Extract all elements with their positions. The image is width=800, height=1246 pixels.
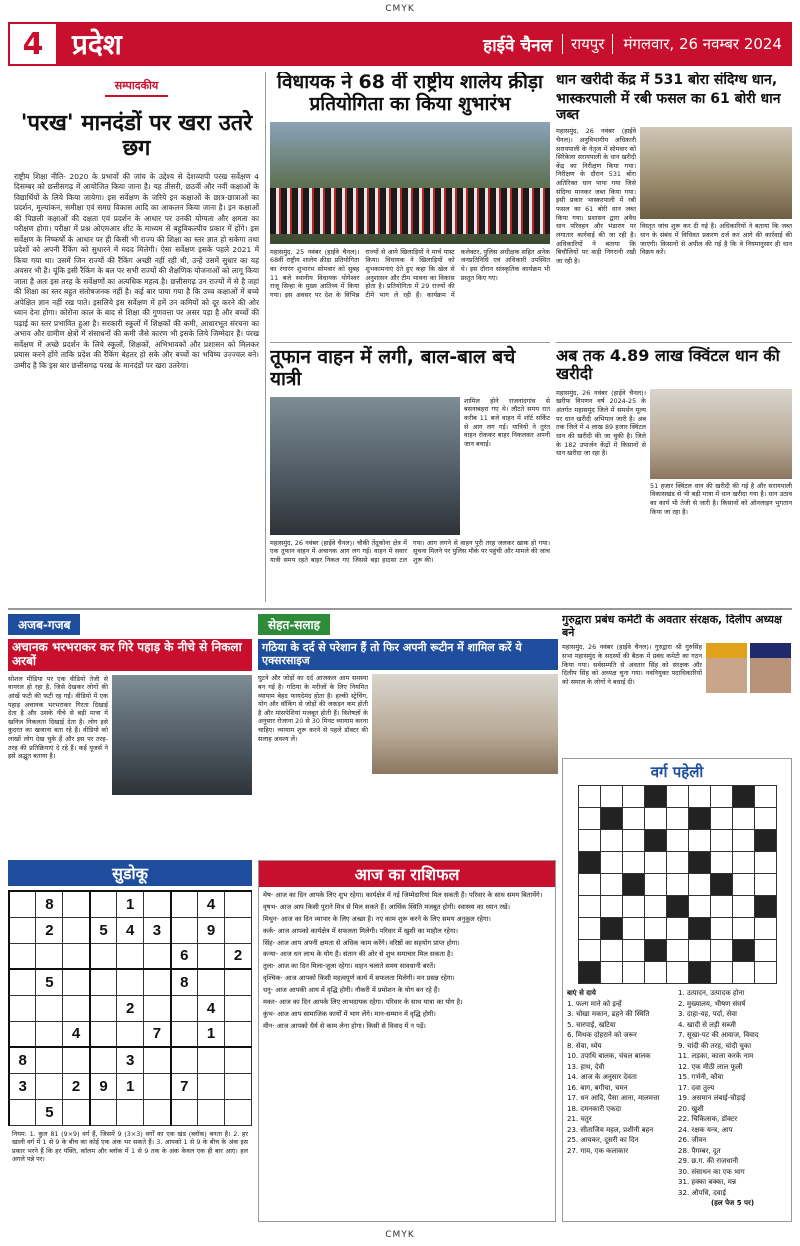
across-clue: 16. बाग, बगीचा, चमन [567,1083,628,1092]
rashi-item: कुंभ- आज आप सामाजिक कार्यों में भाग लेंगे। मान-सम्मान में वृद्धि होगी। [263,1009,436,1018]
crossword-cell [644,896,666,918]
ajab-gajab-tag: अजब-गजब [8,614,80,635]
down-clue: 17. दवा तुल्य [678,1083,715,1092]
gurdwara-story [562,614,792,754]
crossword-cell [600,896,622,918]
rashi-item: कन्या- आज धन लाभ के योग हैं। संतान की ओर से शुभ समाचार मिल सकता है। [263,950,454,959]
sudoku-cell [63,969,90,995]
editorial-body: राष्ट्रीय शिक्षा नीति- 2020 के प्रभावों की जांच के उद्देश्य से देशव्यापी परख सर्वेक्षण 4 दिसम्बर को छत्तीसगढ़ में आयोजित किया जाना है। यह तीसरी, छठवीं और नवीं कक्षाओं के विद्यार्थियों के लिये किया जायेगा। इस सर्वेक्षण के जरिये इन कक्षाओं के छात्र-छात्राओं का प्रदर्शन, मूल्यांकन, समीक्षा एवं समग्र विकास आदि का आकलन किया जाना है। इन कक्षाओं की पिछली कक्षाओं की दक्षता एवं प्रदर्शन के आधार पर उनकी योग्यता और क्षमता का परीक्षण होगा। परीक्षा में प्रश्न ओएमआर शीट के माध्यम से बहुविकल्पीय प्रकार में होंगे। इस सर्वेक्षण के निष्कर्षों के आधार पर ही किसी भी राज्य की शिक्षा का स्तर ज्ञात हो सकेगा तथा प्रदेशों को अपनी रैंकिंग को सुधारने में मदद मिलेगी। ऐसा सर्वेक्षण इसके पहले 2021 में किया गया था। उसमें जिन राज्यों की रैंकिंग अच्छी नहीं रही थी, उन्हें उसमें सुधार का यह अवसर भी है। चूंकि इसी रैंकिंग के बल पर सभी राज्यों की शैक्षणिक योजनाओं को लागू किया जाता है अतः इस तरह के सर्वेक्षणों का अत्यधिक महत्व है। छत्तीसगढ़ उन राज्यों में से है जहां की शिक्षा का स्तर बहुत संतोषजनक नहीं है। कई बार पाया गया है कि उच्च कक्षाओं में बच्चे अपेक्षित ज्ञान नहीं रख पाते। इसलिये इस सर्वेक्षण में हमें उन कमियों को दूर करने की ओर ध्यान देना होगा। कोरोना काल के बाद से शिक्षा की गुणवत्ता पर असर पड़ा है और बच्चों की पढ़ाई का स्तर प्रभावित हुआ है। सरकारी स्कूलों में शिक्षकों की कमी, आधारभूत संरचना का अभाव और ग्रामीण क्षेत्रों में संसाधनों की कमी जैसे कारण भी इसके लिये जिम्मेदार हैं। परख सर्वेक्षण में अच्छे प्रदर्शन के लिये स्कूलों, शिक्षकों, अभिभावकों और प्रशासन को मिलकर प्रयास करने होंगे ताकि प्रदेश की रैंकिंग बेहतर हो सके और बच्चों का भविष्य उज्ज्वल बने। उम्मीद है कि इस बार छत्तीसगढ़ परख के मानदंडों पर खरा उतरेगा। [14,171,259,370]
sports-photo [270,122,550,244]
editorial-headline: 'परख' मानदंडों पर खरा उतरे छग [20,111,253,162]
sudoku-cell [224,891,251,917]
across-clue: 10. उपाधि बालक, चंचल बालक [567,1052,651,1060]
sudoku-cell: 4 [198,891,225,917]
across-clue: 27. गाय, एक कलाकार [567,1146,629,1155]
crossword-cell [578,896,600,918]
sudoku-cell [117,943,144,969]
down-clue: 32. औपधि, दवाई [678,1188,726,1197]
rashiphal-section [258,860,556,1222]
crossword-cell [688,874,710,896]
down-clue: 4. खादी से लड़ी सब्जी [678,1020,736,1029]
sudoku-cell [63,1099,90,1125]
crossword-cell [578,808,600,830]
editorial-section [8,72,266,602]
down-clue: 12. एक मीठी लाल फूली [678,1062,743,1071]
crossword-cell [600,786,622,808]
sudoku-cell [63,995,90,1021]
crossword-cell [754,808,776,830]
across-clue: 5. चारपाई, खटिया [567,1020,616,1029]
sudoku-cell [171,1021,198,1047]
crossword-cell [688,896,710,918]
sudoku-cell: 5 [36,969,63,995]
crossword-cell [666,896,688,918]
crossword-cell [688,852,710,874]
story-paddy-seized [556,72,792,337]
sudoku-cell: 6 [171,943,198,969]
mountain-photo [112,675,252,795]
sudoku-cell: 8 [36,891,63,917]
down-clue: 19. असमान लंबाई-चौड़ाई [678,1094,746,1102]
section-title: प्रदेश [72,28,122,61]
crossword-cell [688,808,710,830]
sudoku-cell [144,943,171,969]
sudoku-cell: 7 [144,1021,171,1047]
sudoku-cell [224,969,251,995]
exercise-photo [372,674,558,774]
crossword-cell [600,830,622,852]
sudoku-cell: 3 [9,1073,36,1099]
sudoku-cell [198,1099,225,1125]
crossword-cell [710,830,732,852]
crossword-cell [578,786,600,808]
crossword-cell [666,962,688,984]
burnt-vehicle-photo [270,397,460,535]
sudoku-cell [90,1021,117,1047]
crossword-cell [688,918,710,940]
crossword-cell [622,852,644,874]
crossword-cell [644,940,666,962]
crossword-cell [688,940,710,962]
sudoku-cell [144,1047,171,1073]
sudoku-cell [224,1073,251,1099]
crossword-cell [710,918,732,940]
page-number: 4 [8,22,58,66]
crossword-cell [600,852,622,874]
crossword-cell [666,940,688,962]
sudoku-cell: 4 [198,995,225,1021]
across-title: बाएं से दाये [567,989,596,997]
sudoku-cell [9,1099,36,1125]
issue-date: मंगलवार, 26 नवम्बर 2024 [612,34,792,54]
sudoku-cell [117,1021,144,1047]
sudoku-cell [36,943,63,969]
rashi-item: मीन- आज आपको धैर्य से काम लेना होगा। किसी से विवाद में न पड़ें। [263,1021,426,1030]
sudoku-cell: 3 [144,917,171,943]
paddy-photo-1 [640,127,792,219]
down-clue: 29. छ.ग. की राजधानी [678,1157,739,1165]
sudoku-cell [90,995,117,1021]
cmyk-mark-top: CMYK [385,4,415,14]
sudoku-cell [198,943,225,969]
sudoku-cell [144,995,171,1021]
across-clue: 3. चोखा मकान, ढहने की स्थिति [567,1010,650,1018]
crossword-cell [688,962,710,984]
crossword-cell [732,874,754,896]
down-clues [678,988,787,1198]
sudoku-cell [144,891,171,917]
across-clue: 25. आयकर, दूसरी का दिन [567,1136,639,1144]
down-clue: 9. चांदी की तरह, चांदी चुका [678,1041,752,1050]
sehat-body: घुटने और जोड़ों का दर्द आजकल आम समस्या बन गई है। गठिया के मरीजों के लिए नियमित व्यायाम बेहद फायदेमंद होता है। हल्की स्ट्रेचिंग, योग और वॉकिंग से जोड़ों की जकड़न कम होती है और मांसपेशियां मजबूत होती हैं। विशेषज्ञों के अनुसार रोजाना 20 से 30 मिनट व्यायाम करना चाहिए। व्यायाम शुरू करने से पहले डॉक्टर की सलाह अवश्य लें। [258,674,368,743]
crossword-cell [732,940,754,962]
sudoku-cell [63,1047,90,1073]
down-clue: 31. हक्का बक्का, मन्न [678,1178,736,1186]
city-name: रायपुर [562,34,612,54]
masthead [8,22,792,66]
crossword-cell [644,918,666,940]
sudoku-cell [90,943,117,969]
sudoku-cell: 1 [117,891,144,917]
crossword-cell [622,940,644,962]
sudoku-cell: 4 [117,917,144,943]
gurdwara-body: महासमुंद, 26 नवंबर (हाईवे चैनल)। गुरुद्वारा श्री गुरुसिंह सभा महासमुंद के सदस्यों की बैठक में प्रबंध कमेटी का गठन किया गया। सर्वसम्मति से अवतार सिंह को संरक्षक और दिलीप सिंह को अध्यक्ष चुना गया। नवनियुक्त पदाधिकारियों को समाज के लोगों ने बधाई दी। [562,643,702,686]
rashi-item: तुला- आज का दिन मिला-जुला रहेगा। वाहन चलाते समय सावधानी बरतें। [263,962,436,971]
crossword-cell [600,940,622,962]
crossword-cell [732,808,754,830]
ajab-gajab-section [8,614,252,854]
across-clue: 23. सीताजिय महल, प्रशीनी बहन [567,1125,654,1134]
rashi-item: सिंह- आज आप अपनी क्षमता से अधिक काम करेंगे। वरिष्ठों का सहयोग प्राप्त होगा। [263,938,460,947]
crossword-cell [666,874,688,896]
sudoku-cell [36,1021,63,1047]
sudoku-cell [171,917,198,943]
down-clue: 2. मुख्यालय, भीषण संघर्ष [678,999,746,1008]
sudoku-cell: 4 [63,1021,90,1047]
sudoku-cell [224,1047,251,1073]
across-clue: 17. धन आदि, पैसा आना, मालमत्ता [567,1094,660,1102]
sehat-headline: गठिया के दर्द से परेशान हैं तो फिर अपनी रूटीन में शामिल करें ये एक्सरसाइज [258,639,558,670]
sudoku-cell [224,995,251,1021]
sudoku-cell [224,1021,251,1047]
sudoku-cell [144,1073,171,1099]
crossword-cell [622,918,644,940]
sudoku-section [8,860,252,1222]
crossword-cell [666,918,688,940]
story-sports-body: महासमुंद, 25 नवंबर (हाईवे चैनल)। 68वीं राष्ट्रीय शालेय क्रीड़ा प्रतियोगिता का रंगारंग शुभारंभ सोमवार को सुबह 11 बजे स्थानीय विधायक योगेश्वर राजू सिन्हा के मुख्य आतिथ्य में किया गया। इस अवसर पर देश के विभिन्न राज्यों से आये खिलाड़ियों ने मार्च पास्ट किया। विधायक ने खिलाड़ियों को शुभकामनाएं देते हुए कहा कि खेल से अनुशासन और टीम भावना का विकास होता है। प्रतियोगिता में 29 राज्यों की टीमें भाग ले रही हैं। कार्यक्रम में कलेक्टर, पुलिस अधीक्षक सहित अनेक जनप्रतिनिधि एवं अधिकारी उपस्थित थे। इस दौरान सांस्कृतिक कार्यक्रम भी प्रस्तुत किए गए। [270,247,550,299]
sudoku-cell [144,1099,171,1125]
sudoku-title: सुडोकू [8,860,252,886]
sudoku-cell [63,891,90,917]
crossword-cell [578,874,600,896]
down-clue: 22. चिकित्सक, डॉक्टर [678,1115,738,1123]
down-clue: 28. पैगम्बर, दूत [678,1146,721,1155]
crossword-section [562,758,792,1222]
crossword-cell [600,874,622,896]
sudoku-cell: 8 [171,969,198,995]
crossword-cell [666,786,688,808]
sudoku-cell [224,917,251,943]
crossword-cell [754,874,776,896]
sudoku-cell [117,1099,144,1125]
sudoku-cell [9,995,36,1021]
down-clue: 15. गर्भनी, कौवा [678,1073,724,1081]
sudoku-cell [9,969,36,995]
crossword-note: (हल पेज 5 पर) [710,1199,755,1207]
story-sports-headline: विधायक ने 68 वीं राष्ट्रीय शालेय क्रीड़ा प्रतियोगिता का किया शुभारंभ [277,72,543,115]
sudoku-cell: 5 [36,1099,63,1125]
crossword-cell [732,786,754,808]
sehat-tag: सेहत-सलाह [258,614,330,635]
sudoku-cell: 3 [117,1047,144,1073]
sudoku-cell [63,917,90,943]
crossword-cell [644,786,666,808]
sudoku-cell [90,969,117,995]
crossword-grid [578,785,777,984]
across-clue: 8. सेवा, ध्येय [567,1041,602,1050]
crossword-cell [578,830,600,852]
sudoku-cell: 9 [198,917,225,943]
sudoku-cell: 1 [117,1073,144,1099]
sudoku-cell: 2 [36,917,63,943]
crossword-cell [732,852,754,874]
crossword-cell [578,940,600,962]
crossword-cell [578,918,600,940]
sudoku-cell [90,891,117,917]
down-clue: 3. दाहा-वह, पर्दा, सेवा [678,1010,737,1018]
down-clue: 1. उत्पादन, उत्पादक होना [678,989,745,997]
sudoku-cell: 5 [90,917,117,943]
portrait-photo-1 [706,643,747,693]
crossword-cell [578,852,600,874]
across-clue: 18. दमनकारी एकदा [567,1104,622,1113]
crossword-cell [732,830,754,852]
crossword-cell [622,896,644,918]
brand-name: हाईवे चैनल [483,35,553,56]
crossword-cell [644,830,666,852]
crossword-cell [644,808,666,830]
crossword-cell [622,830,644,852]
crossword-cell [622,962,644,984]
sudoku-cell [36,1047,63,1073]
rashiphal-list [259,887,555,1038]
crossword-cell [710,786,732,808]
rashiphal-title: आज का राशिफल [259,861,555,887]
across-clue: 6. मिथक दोहराने को जरूर [567,1031,637,1039]
crossword-cell [754,896,776,918]
crossword-cell [754,786,776,808]
sudoku-cell: 9 [90,1073,117,1099]
crossword-cell [622,786,644,808]
crossword-cell [600,962,622,984]
sudoku-cell: 8 [9,1047,36,1073]
across-clues [567,999,674,1157]
rashi-item: वृषभ- आज आप किसी पुराने मित्र से मिल सकते हैं। आर्थिक स्थिति मजबूत होगी। स्वास्थ्य का ध्यान रखें। [263,902,510,911]
sudoku-cell [117,969,144,995]
sudoku-cell [171,1047,198,1073]
crossword-cell [754,830,776,852]
crossword-cell [754,962,776,984]
story-purchase-headline: अब तक 4.89 लाख क्विंटल धान की खरीदी [556,346,780,384]
sudoku-cell [63,943,90,969]
crossword-cell [600,808,622,830]
down-clue: 26. जीवन [678,1136,707,1144]
sudoku-cell [224,1099,251,1125]
sudoku-cell [198,1047,225,1073]
story-fire-body: महासमुंद, 26 नवंबर (हाईवे चैनल)। चौकी तेंदूकोना क्षेत्र में एक तूफान वाहन में अचानक आग लग गई। वाहन में सवार यात्री समय रहते बाहर निकल गए जिससे बड़ा हादसा टल गया। आग लगने से वाहन पूरी तरह जलकर खाक हो गया। सूचना मिलने पर पुलिस मौके पर पहुंची और मामले की जांच शुरू की। [270,538,550,564]
story-paddy-purchase [556,342,792,604]
sudoku-cell [198,969,225,995]
sudoku-cell: 7 [171,1073,198,1099]
sudoku-cell [171,995,198,1021]
crossword-cell [644,962,666,984]
crossword-cell [754,852,776,874]
down-clue: 24. रक्षक यन्त्र, आप [678,1125,733,1134]
crossword-cell [710,852,732,874]
crossword-cell [710,808,732,830]
crossword-cell [754,940,776,962]
down-clue: 30. संसाधन का एक भाग [678,1167,745,1176]
crossword-cell [644,874,666,896]
sudoku-cell [9,891,36,917]
sudoku-cell [9,1021,36,1047]
crossword-cell [710,962,732,984]
across-clue: 21. चतुर [567,1115,592,1123]
sudoku-cell [198,1073,225,1099]
crossword-cell [600,918,622,940]
sudoku-cell: 1 [198,1021,225,1047]
story-paddy-body-2: विस्तृत जांच शुरू कर दी गई है। अधिकारियों ने बताया कि जब्त धान के संबंध में विधिवत प्रकरण दर्ज कर आगे की कार्रवाई की जाएगी। किसानों से अपील की गई है कि वे नियमानुसार ही धान विक्रय करें। [640,222,792,257]
crossword-cell [710,940,732,962]
sudoku-cell [9,943,36,969]
crossword-cell [710,874,732,896]
down-clue: 20. खुशी [678,1104,704,1113]
story-sports [270,72,550,337]
story-fire-body-2: शामिल होने राजनांदगांव से बसनाबहरा गए थे। लौटते समय रात करीब 11 बजे वाहन में शॉर्ट सर्किट से आग लग गई। यात्रियों ने तुरंत वाहन रोककर बाहर निकलकर अपनी जान बचाई। [464,396,550,448]
rashi-item: कर्क- आज आपको कार्यक्षेत्र में सफलता मिलेगी। परिवार में खुशी का माहौल रहेगा। [263,926,458,935]
ajab-headline: अचानक भरभराकर कर गिरे पहाड़ के नीचे से निकला अरबों [8,639,252,671]
crossword-cell [732,896,754,918]
divider [8,608,792,610]
story-paddy-headline-1: धान खरीदी केंद्र में 531 बोरा संदिग्ध धान, [556,72,778,88]
crossword-cell [688,830,710,852]
crossword-cell [754,918,776,940]
crossword-cell [710,896,732,918]
sudoku-cell [36,1073,63,1099]
sudoku-rules: नियम: 1. कुल 81 (9×9) वर्ग हैं, जिसमें 9 (3×3) वर्गों का एक खंड (ब्लॉक) बनता है। 2. हर खाली वर्ग में 1 से 9 के बीच का कोई एक अंक भर सकते हैं। 3. आपको 1 से 9 के बीच के अंक इस प्रकार भरने हैं कि हर पंक्ति, कॉलम और ब्लॉक में 1 से 9 तक के अंक केवल एक ही बार आएं। हल अगले पन्ने पर। [12,1129,248,1164]
sudoku-cell: 2 [224,943,251,969]
sehat-salah-section [258,614,558,854]
across-clue: 14. आज के अनुसार देवता [567,1073,637,1081]
ajab-body: सोशल मीडिया पर एक वीडियो तेजी से वायरल हो रहा है, जिसे देखकर लोगों की आंखें फटी की फटी रह गईं। वीडियो में एक पहाड़ अचानक भरभराकर गिरता दिखाई देता है और उसके नीचे से बड़ी मात्रा में खनिज निकलता दिखाई देता है। लोग इसे कुदरत का खजाना बता रहे हैं। वीडियो को लाखों लोग देख चुके हैं और इस पर तरह-तरह की प्रतिक्रियाएं दे रहे हैं। कई यूजर्स ने इसे अद्भुत बताया है। [8,674,108,761]
crossword-cell [622,874,644,896]
editorial-label: सम्पादकीय [105,76,169,97]
gurdwara-headline: गुरुद्वारा प्रबंध कमेटी के अवतार संरक्षक, दिलीप अध्यक्ष बने [562,614,782,639]
rashi-item: मेष- आज का दिन आपके लिए शुभ रहेगा। कार्यक्षेत्र में नई जिम्मेदारियां मिल सकती हैं। परिवार के साथ समय बितायेंगे। [263,891,543,899]
crossword-cell [688,786,710,808]
sudoku-cell [171,891,198,917]
crossword-cell [732,918,754,940]
rashi-item: मिथुन- आज का दिन व्यापार के लिए अच्छा है। नए काम शुरू करने के लिए समय अनुकूल रहेगा। [263,914,491,923]
crossword-cell [666,830,688,852]
crossword-title: वर्ग पहेली [650,763,704,781]
across-clue: 13. हाथ, देवी [567,1062,605,1071]
crossword-cell [578,962,600,984]
rashi-item: मकर- आज का दिन आपके लिए लाभदायक रहेगा। परिवार के साथ यात्रा का योग है। [263,998,463,1007]
cmyk-mark-bottom: CMYK [385,1230,415,1240]
crossword-cell [622,808,644,830]
portrait-photo-2 [750,643,791,693]
rashi-item: धनु- आज आपकी आय में वृद्धि होगी। नौकरी में प्रमोशन के योग बन रहे हैं। [263,986,440,995]
across-clue: 1. फल्ग माने को इन्हें [567,999,622,1008]
sudoku-cell [171,1099,198,1125]
sudoku-cell [144,969,171,995]
sudoku-cell [90,1047,117,1073]
paddy-photo-2 [650,389,792,479]
rashi-item: वृश्चिक- आज आपको किसी महत्वपूर्ण कार्य में सफलता मिलेगी। मन प्रसन्न रहेगा। [263,974,455,983]
crossword-cell [732,962,754,984]
story-purchase-body: महासमुंद, 26 नवंबर (हाईवे चैनल)। खरीफ विपणन वर्ष 2024-25 के अंतर्गत महासमुंद जिले में समर्थन मूल्य पर धान खरीदी अभियान जारी है। अब तक जिले में 4 लाख 89 हजार क्विंटल धान की खरीदी की जा चुकी है। जिले के 182 उपार्जन केंद्रों में किसानों से धान खरीदा जा रहा है। [556,388,646,458]
sudoku-cell [90,1099,117,1125]
down-clue: 7. सूखा-पट की आवाज, विवाद [678,1031,759,1039]
story-paddy-body: महासमुंद, 26 नवंबर (हाईवे चैनल)। अनुविभागीय अधिकारी सरायपाली के नेतृत्व में सोमवार को सिरेकेला सरायपाली के धान खरीदी केंद्र का निरीक्षण किया गया। निरीक्षण के दौरान 531 बोरा अतिरिक्त धान पाया गया जिसे संदिग्ध मानकर जब्त किया गया। इसी प्रकार भास्करपाली में रबी फसल का 61 बोरी धान जब्त किया गया। प्रशासन द्वारा अवैध धान परिवहन और भंडारण पर लगातार कार्रवाई की जा रही है। अधिकारियों ने बताया कि बिचौलियों पर कड़ी निगरानी रखी जा रही है। [556,127,636,265]
crossword-cell [666,852,688,874]
down-clue: 11. लड़का, काला करके नाम [678,1052,754,1060]
sudoku-cell: 2 [63,1073,90,1099]
crossword-cell [666,808,688,830]
crossword-cell [644,852,666,874]
sudoku-cell [9,917,36,943]
story-paddy-headline-2: भास्करपाली में रबी फसल का 61 बोरी धान जब्त [556,91,781,124]
story-vehicle-fire [270,342,550,604]
story-fire-headline: तूफान वाहन में लगी, बाल-बाल बचे यात्री [270,346,516,390]
story-purchase-body-2: 51 हजार क्विंटल धान की खरीदी की गई है और सरायपाली विकासखंड से भी बड़ी मात्रा में धान खरीदा गया है। धान उठाव का कार्य भी तेजी से जारी है। किसानों को ऑनलाइन भुगतान किया जा रहा है। [650,481,792,516]
sudoku-cell [36,995,63,1021]
sudoku-grid [8,890,252,1126]
sudoku-cell: 2 [117,995,144,1021]
